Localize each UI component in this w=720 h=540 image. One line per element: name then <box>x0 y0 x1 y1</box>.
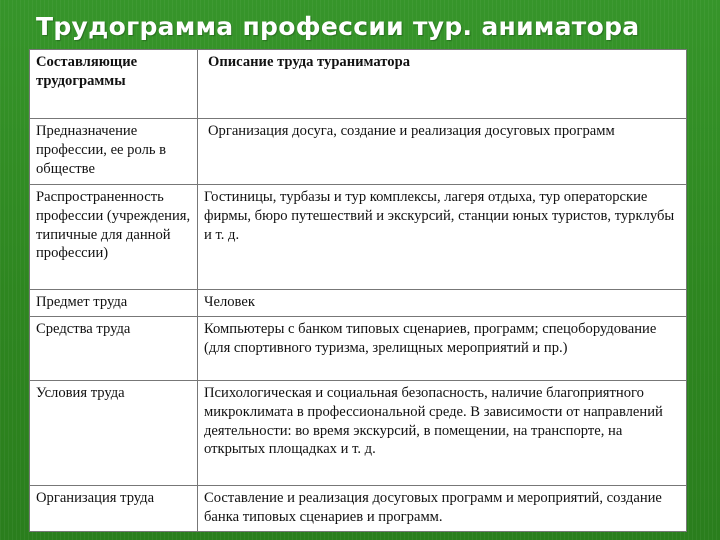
row-value-prevalence: Гостиницы, турбазы и тур комплексы, лагеря отдыха, тур операторские фирмы, бюро путешествий и экскурсий, станции юных туристов, турклубы и т. д. <box>198 185 687 290</box>
row-label-subject: Предмет труда <box>30 290 198 317</box>
table-row <box>30 119 687 185</box>
row-value-subject: Человек <box>198 290 687 317</box>
table-row <box>30 185 687 290</box>
row-label-conditions: Условия труда <box>30 381 198 486</box>
row-value-means: Компьютеры с банком типовых сценариев, программ; спецоборудование (для спортивного туризма, зрелищных мероприятий и пр.) <box>198 317 687 381</box>
header-components: Составляющие трудограммы <box>30 50 198 119</box>
row-label-means: Средства труда <box>30 317 198 381</box>
table-row <box>30 381 687 486</box>
table-header-row <box>30 50 687 119</box>
slide-title: Трудограмма профессии тур. аниматора <box>36 12 640 41</box>
row-value-conditions: Психологическая и социальная безопасность, наличие благоприятного микроклимата в профессиональной среде. В зависимости от направлений деятельности: во время экскурсий, в помещении, на транспорте, на открытых площадках и т. д. <box>198 381 687 486</box>
row-value-organization: Составление и реализация досуговых программ и мероприятий, создание банка типовых сценариев и программ. <box>198 486 687 532</box>
table-row <box>30 317 687 381</box>
row-value-purpose: Организация досуга, создание и реализация досуговых программ <box>198 119 687 185</box>
table-row <box>30 290 687 317</box>
table-row <box>30 486 687 532</box>
header-description: Описание труда тураниматора <box>198 50 687 119</box>
row-label-purpose: Предназначение профессии, ее роль в обществе <box>30 119 198 185</box>
row-label-prevalence: Распространенность профессии (учреждения, типичные для данной профессии) <box>30 185 198 290</box>
trudogram-table <box>29 49 687 532</box>
trudogram-table-container <box>29 49 686 532</box>
row-label-organization: Организация труда <box>30 486 198 532</box>
